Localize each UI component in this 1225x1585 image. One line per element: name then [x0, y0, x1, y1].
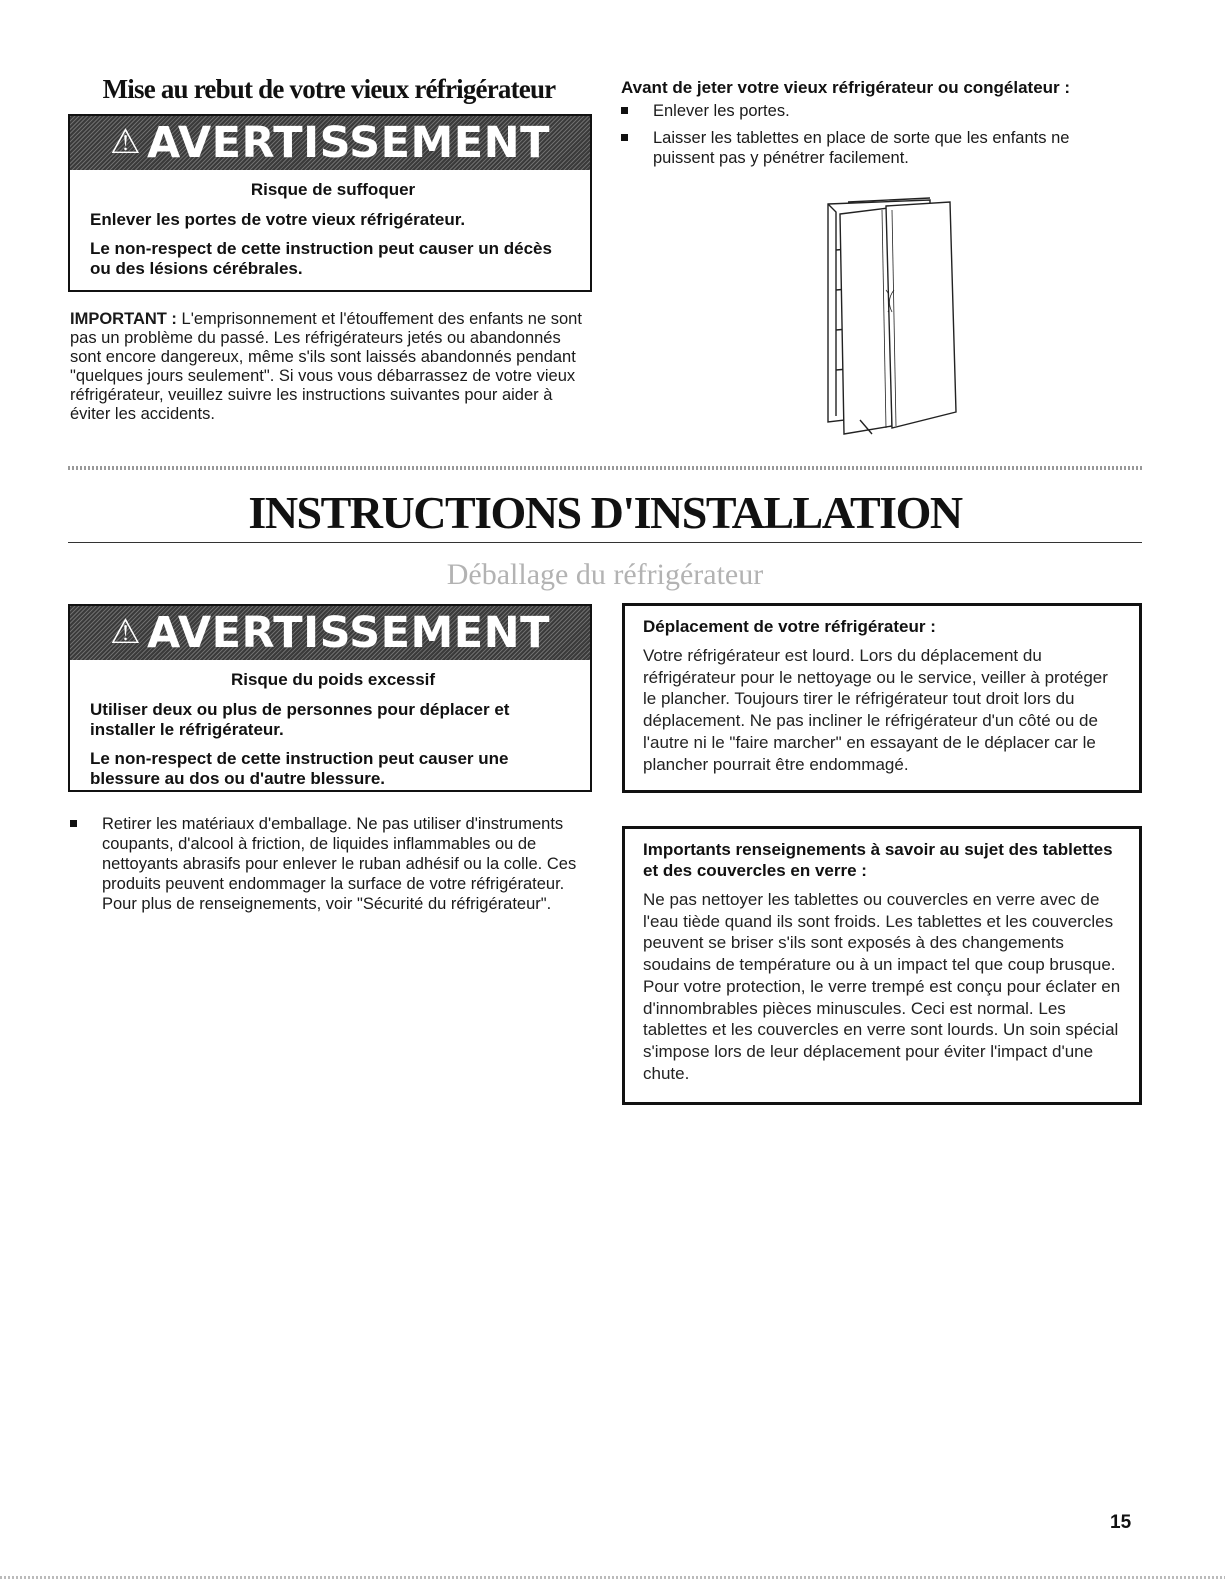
warning-box-weight: [68, 604, 592, 792]
unpacking-list: [70, 814, 590, 921]
warning-triangle-icon: ⚠: [110, 122, 142, 162]
warning-banner-label: AVERTISSEMENT: [147, 118, 550, 168]
important-label: IMPORTANT :: [70, 310, 177, 328]
title-underline: [68, 542, 1142, 543]
warning-banner-label: AVERTISSEMENT: [147, 608, 550, 658]
warning-line-2: Le non-respect de cette instruction peut causer une blessure au dos ou d'autre blessure.: [90, 749, 509, 788]
info-box-heading: Importants renseignements à savoir au sujet des tablettes et des couvercles en verre :: [643, 840, 1113, 880]
info-box-text: Votre réfrigérateur est lourd. Lors du déplacement du réfrigérateur pour le nettoyage ou le service, veiller à protéger le plancher. Toujours tirer le réfrigérateur tout droit lors du déplacement. Ne pas incliner le réfrigérateur d'un côté ou de l'autre ni le "faire marcher" en essayant de le déplacer car le plancher pourrait être endommagé.: [643, 646, 1108, 774]
list-item: Enlever les portes.: [621, 101, 1121, 121]
warning-line-2: Le non-respect de cette instruction peut causer un décès ou des lésions cérébrales.: [90, 239, 552, 278]
page-title: INSTRUCTIONS D'INSTALLATION: [248, 487, 962, 538]
bottom-scan-edge: [0, 1576, 1225, 1579]
section-title-disposal: Mise au rebut de votre vieux réfrigérateur: [102, 74, 556, 104]
warning-box-suffocation: [68, 114, 592, 292]
subsection-title-unpacking: Déballage du réfrigérateur: [446, 558, 764, 591]
section-divider: [68, 466, 1142, 470]
important-paragraph: [70, 310, 590, 424]
info-box-moving: [622, 603, 1142, 793]
before-disposal-heading: Avant de jeter votre vieux réfrigérateur ou congélateur :: [621, 78, 1071, 97]
warning-banner: [70, 116, 590, 170]
warning-risk: Risque du poids excessif: [230, 670, 436, 689]
list-item: Laisser les tablettes en place de sorte que les enfants ne puissent pas y pénétrer facilement.: [621, 128, 1121, 168]
warning-risk: Risque de suffoquer: [250, 180, 416, 199]
info-box-text: Ne pas nettoyer les tablettes ou couvercles en verre avec de l'eau tiède quand ils sont froids. Les tablettes et les couvercles peuvent se briser s'ils sont exposés à des changements soudains de température ou à un impact tel que coup brusque. Pour votre protection, le verre trempé est conçu pour éclater en d'innombrables pièces minuscules. Ceci est normal. Les tablettes et les couvercles en verre sont lourds. Un soin spécial s'impose lors de leur déplacement pour éviter l'impact d'une chute.: [643, 890, 1121, 1083]
info-box-glass-shelves: [622, 826, 1142, 1105]
warning-triangle-icon: ⚠: [110, 612, 142, 652]
refrigerator-illustration-icon: [800, 190, 960, 440]
warning-line-1: Utiliser deux ou plus de personnes pour déplacer et installer le réfrigérateur.: [90, 700, 510, 739]
page-number: 15: [1110, 1512, 1132, 1533]
list-item: Retirer les matériaux d'emballage. Ne pas utiliser d'instruments coupants, d'alcool à friction, de liquides inflammables ou de nettoyants abrasifs pour enlever le ruban adhésif ou la colle. Ces produits peuvent endommager la surface de votre réfrigérateur. Pour plus de renseignements, voir "Sécurité du réfrigérateur".: [70, 814, 590, 914]
before-disposal-list: [621, 101, 1121, 175]
warning-line-1: Enlever les portes de votre vieux réfrigérateur.: [90, 210, 466, 229]
warning-banner: [70, 606, 590, 660]
info-box-heading: Déplacement de votre réfrigérateur :: [643, 617, 936, 636]
important-text: L'emprisonnement et l'étouffement des enfants ne sont pas un problème du passé. Les réfrigérateurs jetés ou abandonnés sont encore dangereux, même s'ils sont laissés abandonnés pendant "quelques jours seulement". Si vous vous débarrassez de votre vieux réfrigérateur, veuillez suivre les instructions suivantes pour aider à éviter les accidents.: [70, 310, 582, 423]
